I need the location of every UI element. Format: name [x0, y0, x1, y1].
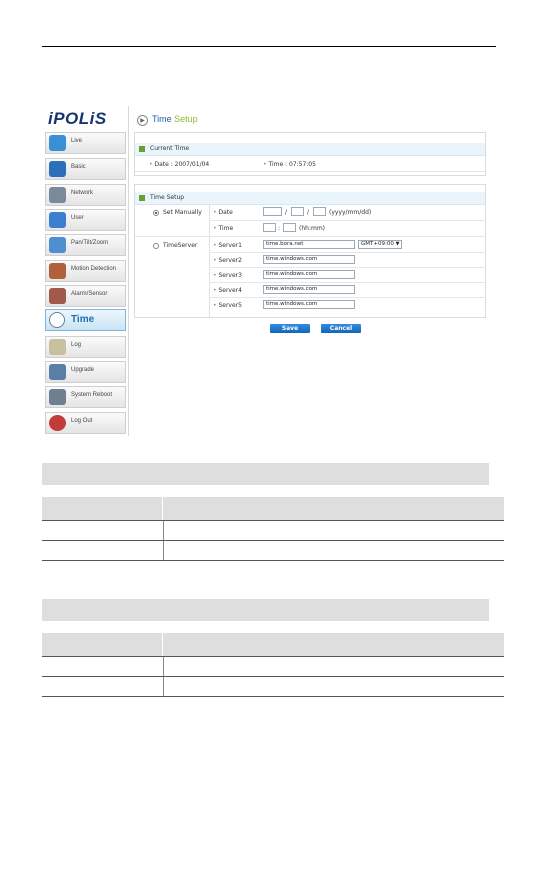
divider [210, 252, 486, 253]
time-setup-panel [134, 184, 486, 318]
timezone-value: GMT+09:00 [361, 241, 394, 247]
section-bullet-icon [139, 195, 145, 201]
server2-input[interactable]: time.windows.com [263, 255, 355, 264]
monitor-icon [49, 161, 66, 177]
sidebar-item-label: Live [71, 138, 83, 144]
server3-input[interactable]: time.windows.com [263, 270, 355, 279]
time-label: • Time [213, 225, 234, 232]
date-separator: / [285, 209, 288, 216]
column-separator [163, 677, 164, 696]
page-title [152, 114, 198, 124]
upgrade-icon [49, 364, 66, 380]
sidebar [42, 106, 129, 436]
time-separator: : [278, 225, 281, 232]
date-label-text: Date [218, 209, 233, 216]
server4-input[interactable]: time.windows.com [263, 285, 355, 294]
table-row [42, 657, 504, 677]
screenshot [42, 106, 496, 436]
main-content [134, 106, 496, 436]
sidebar-item-user[interactable] [45, 209, 126, 231]
server1-input[interactable]: time.bora.net [263, 240, 355, 249]
server2-label: • Server2 [213, 257, 242, 264]
sidebar-item-label: Network [71, 190, 94, 196]
time-format-hint: (hh:mm) [299, 225, 325, 232]
page-top-rule [42, 46, 496, 47]
column-separator [163, 521, 164, 540]
set-manually-radio[interactable] [153, 210, 159, 216]
sidebar-item-basic[interactable] [45, 158, 126, 180]
sidebar-item-label: Motion Detection [71, 266, 117, 272]
server3-label: • Server3 [213, 272, 242, 279]
date-label: • Date [213, 209, 233, 216]
sidebar-item-label: Log [71, 342, 82, 348]
date-day-input[interactable] [313, 207, 326, 216]
clock-icon [49, 312, 65, 328]
current-time-panel [134, 132, 486, 176]
cancel-button[interactable]: Cancel [321, 324, 361, 333]
server-label-text: Server2 [218, 257, 242, 264]
server1-label: • Server1 [213, 242, 242, 249]
set-manually-label: Set Manually [163, 209, 202, 216]
monitor-icon [49, 135, 66, 151]
time-label-text: Time [218, 225, 234, 232]
ptz-icon [49, 237, 66, 253]
server5-label: • Server5 [213, 302, 242, 309]
sidebar-item-label: Basic [71, 164, 86, 170]
table-header [42, 497, 504, 520]
save-button[interactable]: Save [270, 324, 310, 333]
server4-label: • Server4 [213, 287, 242, 294]
sidebar-item-label: Alarm/Sensor [71, 291, 108, 297]
motion-icon [49, 263, 66, 279]
server-label-text: Server5 [218, 302, 242, 309]
table-row [42, 677, 504, 697]
current-date-text: Date : 2007/01/04 [154, 161, 210, 168]
column-separator [163, 657, 164, 676]
section-bar-2 [42, 599, 489, 621]
section-title: Current Time [150, 145, 190, 152]
sidebar-item-label: System Reboot [71, 392, 113, 398]
divider [210, 282, 486, 283]
time-setup-header [135, 192, 485, 205]
sidebar-item-live[interactable] [45, 132, 126, 154]
time-hour-input[interactable] [263, 223, 276, 232]
section-bullet-icon [139, 146, 145, 152]
column-separator [162, 633, 163, 656]
section-title: Time Setup [150, 194, 185, 201]
sidebar-item-network[interactable] [45, 184, 126, 206]
date-month-input[interactable] [291, 207, 304, 216]
sidebar-item-log-out[interactable] [45, 412, 126, 434]
current-time-text: Time : 07:57:05 [268, 161, 316, 168]
logo: iPOLiS [48, 109, 107, 128]
current-time-header [135, 143, 485, 156]
current-time: • Time : 07:57:05 [263, 161, 316, 168]
table-row [42, 541, 504, 561]
chevron-down-icon: ▼ [395, 241, 400, 247]
timezone-select[interactable] [358, 240, 402, 249]
table-row [42, 521, 504, 541]
page-title-accent: Setup [174, 114, 198, 124]
divider [210, 297, 486, 298]
date-year-input[interactable] [263, 207, 282, 216]
reboot-icon [49, 389, 66, 405]
sidebar-item-system-reboot[interactable] [45, 386, 126, 408]
divider [135, 171, 485, 172]
sidebar-item-ptz[interactable] [45, 234, 126, 256]
divider [210, 220, 486, 221]
sidebar-item-label: Log Out [71, 418, 93, 424]
divider [209, 205, 210, 317]
current-date: • Date : 2007/01/04 [149, 161, 210, 168]
date-separator: / [307, 209, 310, 216]
page-title-main: Time [152, 114, 175, 124]
server-label-text: Server3 [218, 272, 242, 279]
sidebar-item-label: Pan/Tilt/Zoom [71, 240, 109, 246]
sidebar-item-alarm-sensor[interactable] [45, 285, 126, 307]
log-icon [49, 339, 66, 355]
sidebar-item-upgrade[interactable] [45, 361, 126, 383]
network-icon [49, 187, 66, 203]
alarm-icon [49, 288, 66, 304]
divider [135, 236, 485, 237]
play-circle-icon: ▶ [137, 115, 148, 126]
divider [210, 267, 486, 268]
date-format-hint: (yyyy/mm/dd) [329, 209, 372, 216]
server-label-text: Server4 [218, 287, 242, 294]
server-label-text: Server1 [218, 242, 242, 249]
sidebar-item-label: Time [71, 314, 95, 325]
sidebar-item-log[interactable] [45, 336, 126, 358]
logout-icon [49, 415, 66, 431]
section-bar-1 [42, 463, 489, 485]
sidebar-item-motion-detection[interactable] [45, 260, 126, 282]
timeserver-label: TimeServer [163, 242, 198, 249]
timeserver-radio[interactable] [153, 243, 159, 249]
server5-input[interactable]: time.windows.com [263, 300, 355, 309]
sidebar-item-label: Upgrade [71, 367, 95, 373]
column-separator [162, 497, 163, 520]
sidebar-item-label: User [71, 215, 84, 221]
sidebar-item-time[interactable] [45, 309, 126, 331]
table-header [42, 633, 504, 656]
column-separator [163, 541, 164, 560]
user-icon [49, 212, 66, 228]
time-minute-input[interactable] [283, 223, 296, 232]
